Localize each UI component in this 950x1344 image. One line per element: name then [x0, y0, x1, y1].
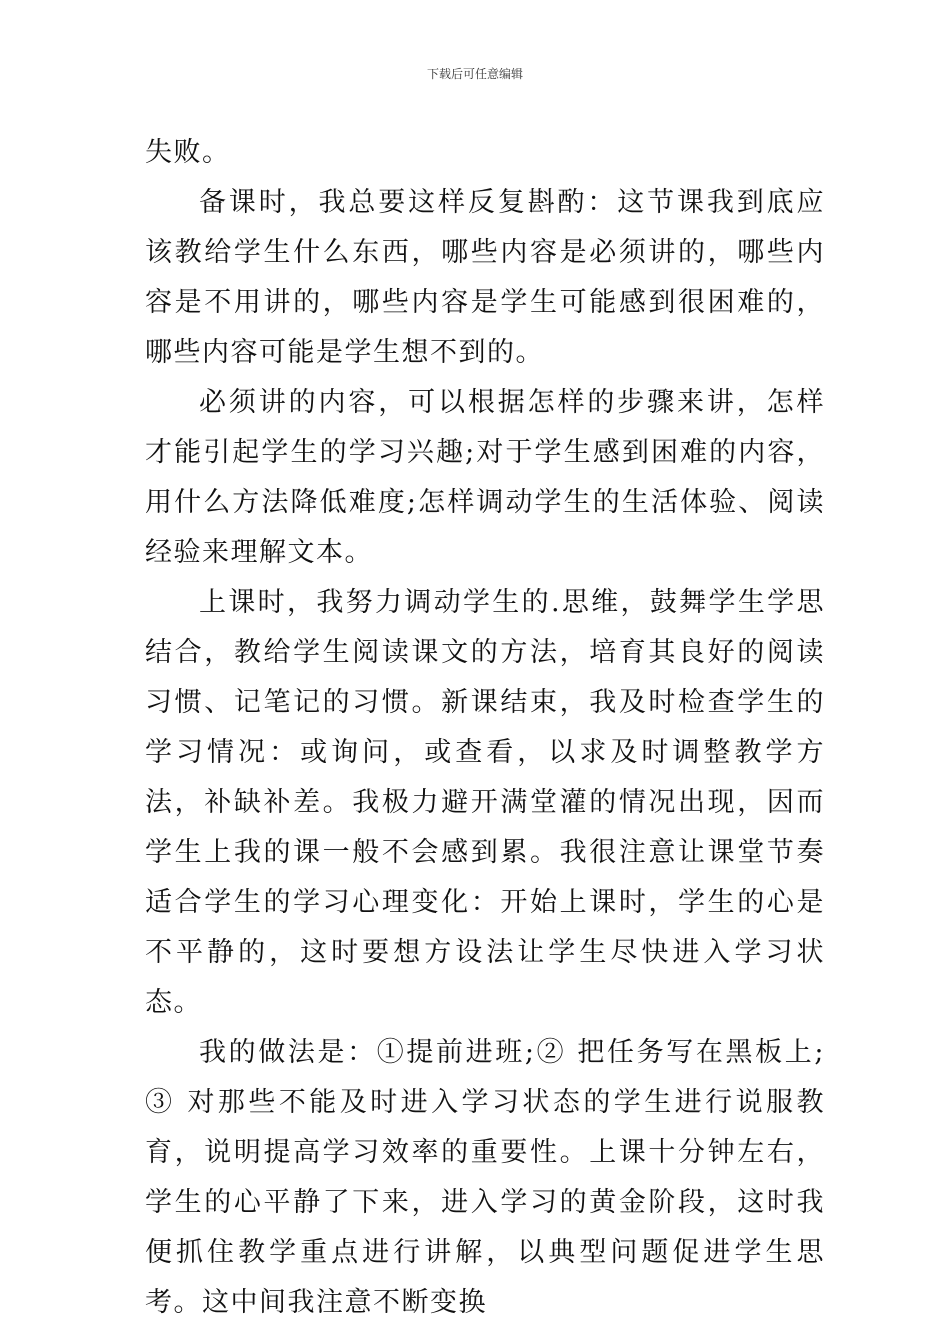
paragraph-1: 失败。	[145, 137, 231, 168]
paragraph-3: 必须讲的内容，可以根据怎样的步骤来讲，怎样才能引起学生的学习兴趣;对于学生感到困难的内容，用什么方法降低难度;怎样调动学生的生活体验、阅读经验来理解文本。	[145, 387, 825, 568]
paragraph-4: 上课时，我努力调动学生的.思维，鼓舞学生学思结合，教给学生阅读课文的方法，培育其良好的阅读习惯、记笔记的习惯。新课结束，我及时检查学生的学习情况：或询问，或查看，以求及时调整教学方法，补缺补差。我极力避开满堂灌的情况出现，因而学生上我的课一般不会感到累。我很注意让课堂节奏适合学生的学习心理变化：开始上课时，学生的心是不平静的，这时要想方设法让学生尽快进入学习状态。	[145, 587, 825, 1018]
paragraph-2: 备课时，我总要这样反复斟酌：这节课我到底应该教给学生什么东西，哪些内容是必须讲的，哪些内容是不用讲的，哪些内容是学生可能感到很困难的，哪些内容可能是学生想不到的。	[145, 187, 825, 368]
document-body	[145, 128, 825, 1328]
page-header: 下载后可任意编辑	[426, 67, 523, 81]
paragraph-5: 我的做法是：①提前进班;② 把任务写在黑板上;③ 对那些不能及时进入学习状态的学生进行说服教育，说明提高学习效率的重要性。上课十分钟左右，学生的心平静了下来，进入学习的黄金阶段，这时我便抓住教学重点进行讲解，以典型问题促进学生思考。这中间我注意不断变换	[145, 1037, 825, 1318]
